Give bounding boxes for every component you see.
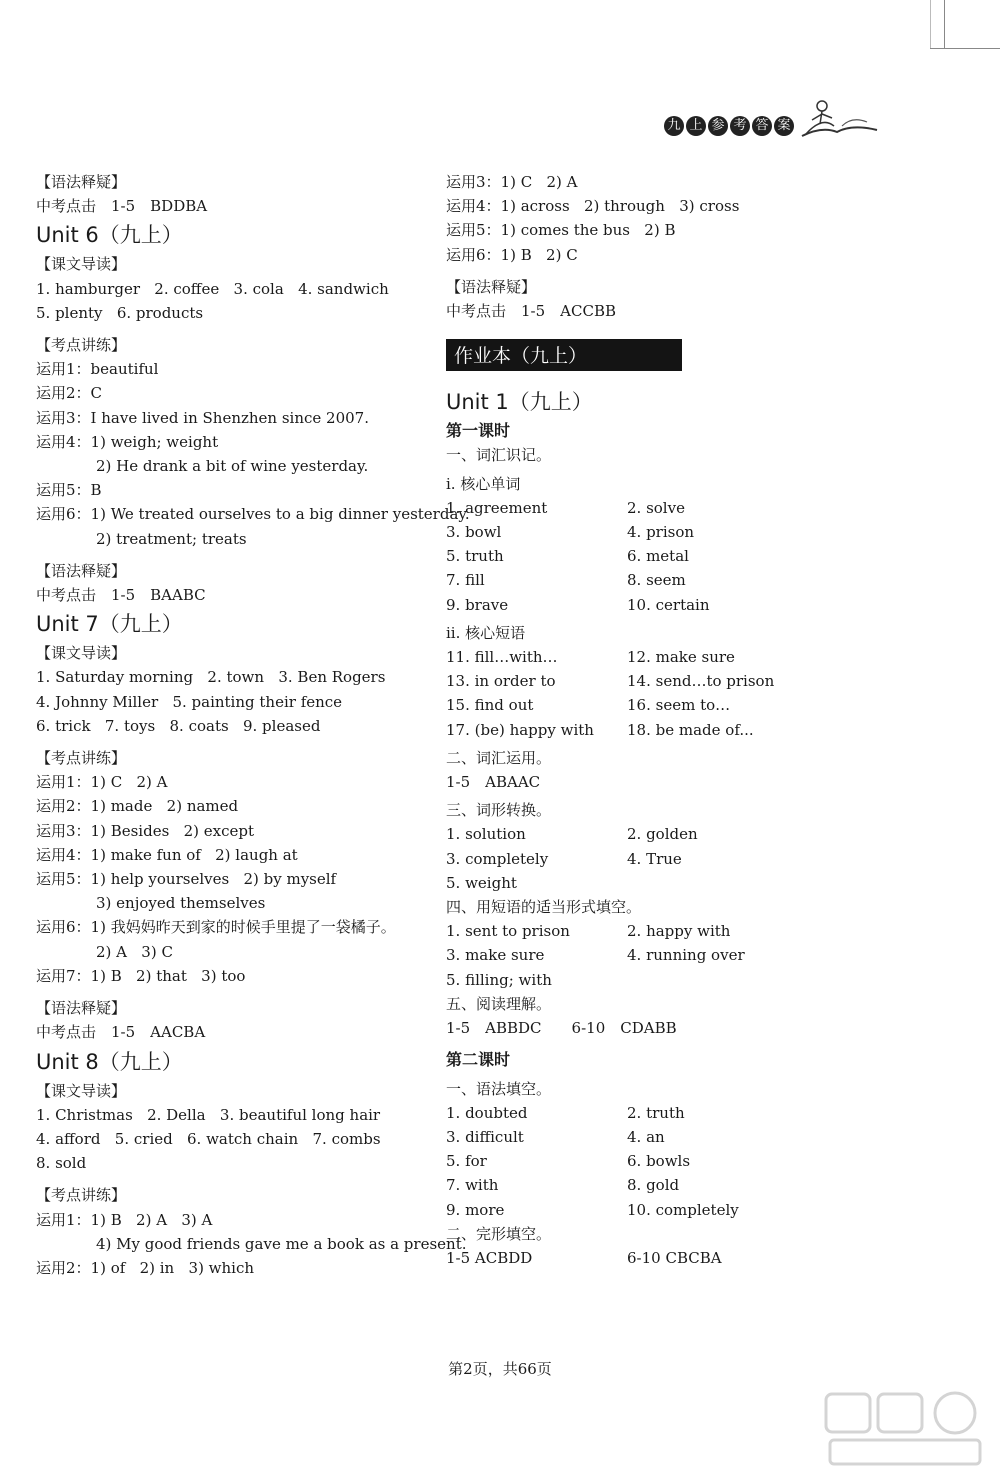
answer-line: 8. sold: [36, 1154, 87, 1173]
answer-row: [446, 568, 776, 592]
answer-grid: [446, 822, 776, 870]
answer-line: 运用2：1) of 2) in 3) which: [36, 1258, 255, 1277]
answer-cell: 16. seem to…: [627, 696, 731, 715]
header-char: 参: [708, 116, 728, 136]
answer-row: [446, 1101, 776, 1125]
section-heading: 【语法释疑】: [36, 999, 127, 1018]
section-heading: 【考点讲练】: [36, 749, 127, 768]
answer-row: [446, 544, 776, 568]
answer-cell: 4. True: [627, 849, 682, 868]
answer-cell: 1. doubted: [446, 1103, 528, 1122]
answer-line: 运用1：1) B 2) A 3) A: [36, 1210, 213, 1229]
answer-line: 运用5：1) comes the bus 2) B: [446, 221, 676, 240]
answer-cell: 6. metal: [627, 547, 689, 566]
header-char: 考: [730, 116, 750, 136]
answer-cell: 10. completely: [627, 1200, 739, 1219]
answer-line: 1-5 ABAAC: [446, 773, 541, 792]
answer-cell: 2. truth: [627, 1103, 685, 1122]
answer-cell: 18. be made of...: [627, 720, 754, 739]
answer-cell: 4. prison: [627, 523, 695, 542]
header-title: [664, 116, 794, 136]
answer-cell: 1. agreement: [446, 498, 548, 517]
answer-line: 运用2：1) made 2) named: [36, 797, 239, 816]
answer-line: 运用4：1) weigh; weight: [36, 432, 219, 451]
answer-cell: 17. (be) happy with: [446, 720, 594, 739]
answer-cell: 1-5 ACBDD: [446, 1248, 533, 1267]
answer-row: [446, 943, 776, 967]
answer-cell: 6. bowls: [627, 1152, 691, 1171]
answer-row: [446, 1149, 776, 1173]
answer-row: [446, 593, 776, 617]
right-column: [446, 170, 776, 1270]
homework-banner: 作业本（九上）: [446, 339, 682, 371]
answer-cell: 3. make sure: [446, 946, 545, 965]
unit-title: Unit 6（九上）: [36, 223, 183, 248]
answer-line: 1. Christmas 2. Della 3. beautiful long hair: [36, 1105, 381, 1124]
answer-line: 中考点击 1-5 BDDBA: [36, 197, 208, 216]
answer-line: 运用3：1) C 2) A: [446, 173, 578, 191]
answer-row: [446, 693, 776, 717]
answer-line: 运用3：1) Besides 2) except: [36, 821, 254, 840]
answer-line: 5. filling; with: [446, 970, 552, 989]
answer-row: [446, 718, 776, 742]
lesson-title: 第二课时: [446, 1050, 511, 1070]
answer-cell: 7. fill: [446, 571, 485, 590]
section-heading: 【语法释疑】: [446, 277, 537, 296]
answer-cell: 13. in order to: [446, 672, 556, 691]
answer-row: [446, 496, 776, 520]
answer-line: 运用3：I have lived in Shenzhen since 2007.: [36, 408, 369, 427]
answer-row: [446, 1125, 776, 1149]
exercise-heading: 一、语法填空。: [446, 1079, 552, 1098]
unit-title: Unit 8（九上）: [36, 1049, 183, 1074]
exercise-heading: 四、用短语的适当形式填空。: [446, 898, 642, 917]
answer-cell: 5. for: [446, 1152, 487, 1171]
answer-cell: 9. more: [446, 1200, 505, 1219]
crop-mark: [930, 0, 931, 48]
answer-cell: 2. solve: [627, 498, 685, 517]
answer-cell: 5. truth: [446, 547, 504, 566]
answer-cell: 3. bowl: [446, 523, 502, 542]
word-list: [446, 496, 776, 617]
answer-line: 2) treatment; treats: [96, 529, 247, 548]
answer-line: 运用7：1) B 2) that 3) too: [36, 966, 246, 985]
answer-cell: 1. solution: [446, 825, 526, 844]
answer-line: 运用1：beautiful: [36, 360, 159, 379]
section-heading: 【语法释疑】: [36, 173, 127, 191]
phrase-list: [446, 645, 776, 742]
answer-grid: [446, 1101, 776, 1222]
answer-line: 2) He drank a bit of wine yesterday.: [96, 457, 369, 476]
unit-title: Unit 7（九上）: [36, 612, 183, 637]
answer-row: [446, 1198, 776, 1222]
lesson-title: 第一课时: [446, 421, 511, 441]
answer-line: 中考点击 1-5 AACBA: [36, 1023, 206, 1042]
exercise-heading: 三、词形转换。: [446, 801, 552, 820]
answer-cell: 8. gold: [627, 1176, 680, 1195]
answer-row: [446, 919, 776, 943]
page-number: 第2页，共66页: [448, 1360, 552, 1378]
answer-line: 5. weight: [446, 873, 517, 892]
answer-line: 运用4：1) across 2) through 3) cross: [446, 197, 740, 216]
book-logo-icon: [792, 96, 882, 144]
answer-row: [446, 847, 776, 871]
section-heading: 【考点讲练】: [36, 1186, 127, 1205]
header-char: 答: [752, 116, 772, 136]
answer-line: 运用1：1) C 2) A: [36, 773, 168, 792]
answer-line: 1. Saturday morning 2. town 3. Ben Rogers: [36, 668, 386, 687]
answer-cell: 12. make sure: [627, 648, 735, 667]
answer-line: 运用6：1) 我妈妈昨天到家的时候手里提了一袋橘子。: [36, 918, 396, 937]
answer-row: [446, 669, 776, 693]
answer-line: 运用2：C: [36, 384, 103, 403]
answer-cell: 3. difficult: [446, 1127, 524, 1146]
answer-cell: 1. sent to prison: [446, 922, 570, 941]
answer-cell: 14. send…to prison: [627, 672, 775, 691]
sub-heading: i. 核心单词: [446, 474, 521, 493]
answer-cell: 3. completely: [446, 849, 549, 868]
exercise-heading: 一、词汇识记。: [446, 446, 552, 465]
answer-cell: 9. brave: [446, 595, 509, 614]
answer-line: 运用5：B: [36, 481, 102, 500]
answer-line: 运用5：1) help yourselves 2) by myself: [36, 870, 337, 889]
answer-cell: 8. seem: [627, 571, 686, 590]
exercise-heading: 五、阅读理解。: [446, 994, 552, 1013]
exercise-heading: 二、词汇运用。: [446, 748, 552, 767]
answer-line: 运用6：1) We treated ourselves to a big dinner yesterday.: [36, 505, 470, 524]
answer-line: 4. afford 5. cried 6. watch chain 7. combs: [36, 1129, 381, 1148]
answer-line: 中考点击 1-5 BAABC: [36, 586, 206, 605]
answer-line: 4) My good friends gave me a book as a present.: [96, 1234, 467, 1253]
answer-cell: 15. find out: [446, 696, 534, 715]
exercise-heading: 二、完形填空。: [446, 1224, 552, 1243]
answer-cell: 2. golden: [627, 825, 698, 844]
answer-line: 2) A 3) C: [96, 942, 173, 961]
answer-row: [446, 1173, 776, 1197]
answer-line: 运用4：1) make fun of 2) laugh at: [36, 845, 298, 864]
answer-cell: 4. an: [627, 1127, 665, 1146]
answer-cell: 10. certain: [627, 595, 710, 614]
answer-line: 运用6：1) B 2) C: [446, 245, 578, 264]
section-heading: 【考点讲练】: [36, 336, 127, 355]
section-heading: 【语法释疑】: [36, 561, 127, 580]
answer-grid: [446, 919, 776, 967]
section-heading: 【课文导读】: [36, 644, 127, 663]
answer-line: 5. plenty 6. products: [36, 303, 204, 322]
crop-mark: [930, 48, 1000, 49]
answer-cell: 11. fill…with…: [446, 648, 558, 667]
answer-row: [446, 1246, 776, 1270]
answer-row: [446, 520, 776, 544]
answer-line: 4. Johnny Miller 5. painting their fence: [36, 692, 343, 711]
answer-cell: 6-10 CBCBA: [627, 1248, 722, 1267]
sub-heading: ii. 核心短语: [446, 623, 526, 642]
header-char: 九: [664, 116, 684, 136]
answer-row: [446, 645, 776, 669]
header-char: 上: [686, 116, 706, 136]
section-heading: 【课文导读】: [36, 255, 127, 274]
unit-title: Unit 1（九上）: [446, 390, 593, 415]
answer-row: [446, 822, 776, 846]
answer-cell: 7. with: [446, 1176, 499, 1195]
answer-line: 3) enjoyed themselves: [96, 894, 266, 913]
answer-cell: 2. happy with: [627, 922, 731, 941]
answer-line: 6. trick 7. toys 8. coats 9. pleased: [36, 716, 321, 735]
answer-line: 1. hamburger 2. coffee 3. cola 4. sandwich: [36, 279, 389, 298]
header-char: 案: [774, 116, 794, 136]
watermark-logo-icon: [820, 1388, 990, 1468]
answer-line: 中考点击 1-5 ACCBB: [446, 302, 616, 321]
answer-line: 1-5 ABBDC 6-10 CDABB: [446, 1019, 677, 1038]
answer-cell: 4. running over: [627, 946, 745, 965]
section-heading: 【课文导读】: [36, 1081, 127, 1100]
crop-mark: [944, 0, 945, 48]
